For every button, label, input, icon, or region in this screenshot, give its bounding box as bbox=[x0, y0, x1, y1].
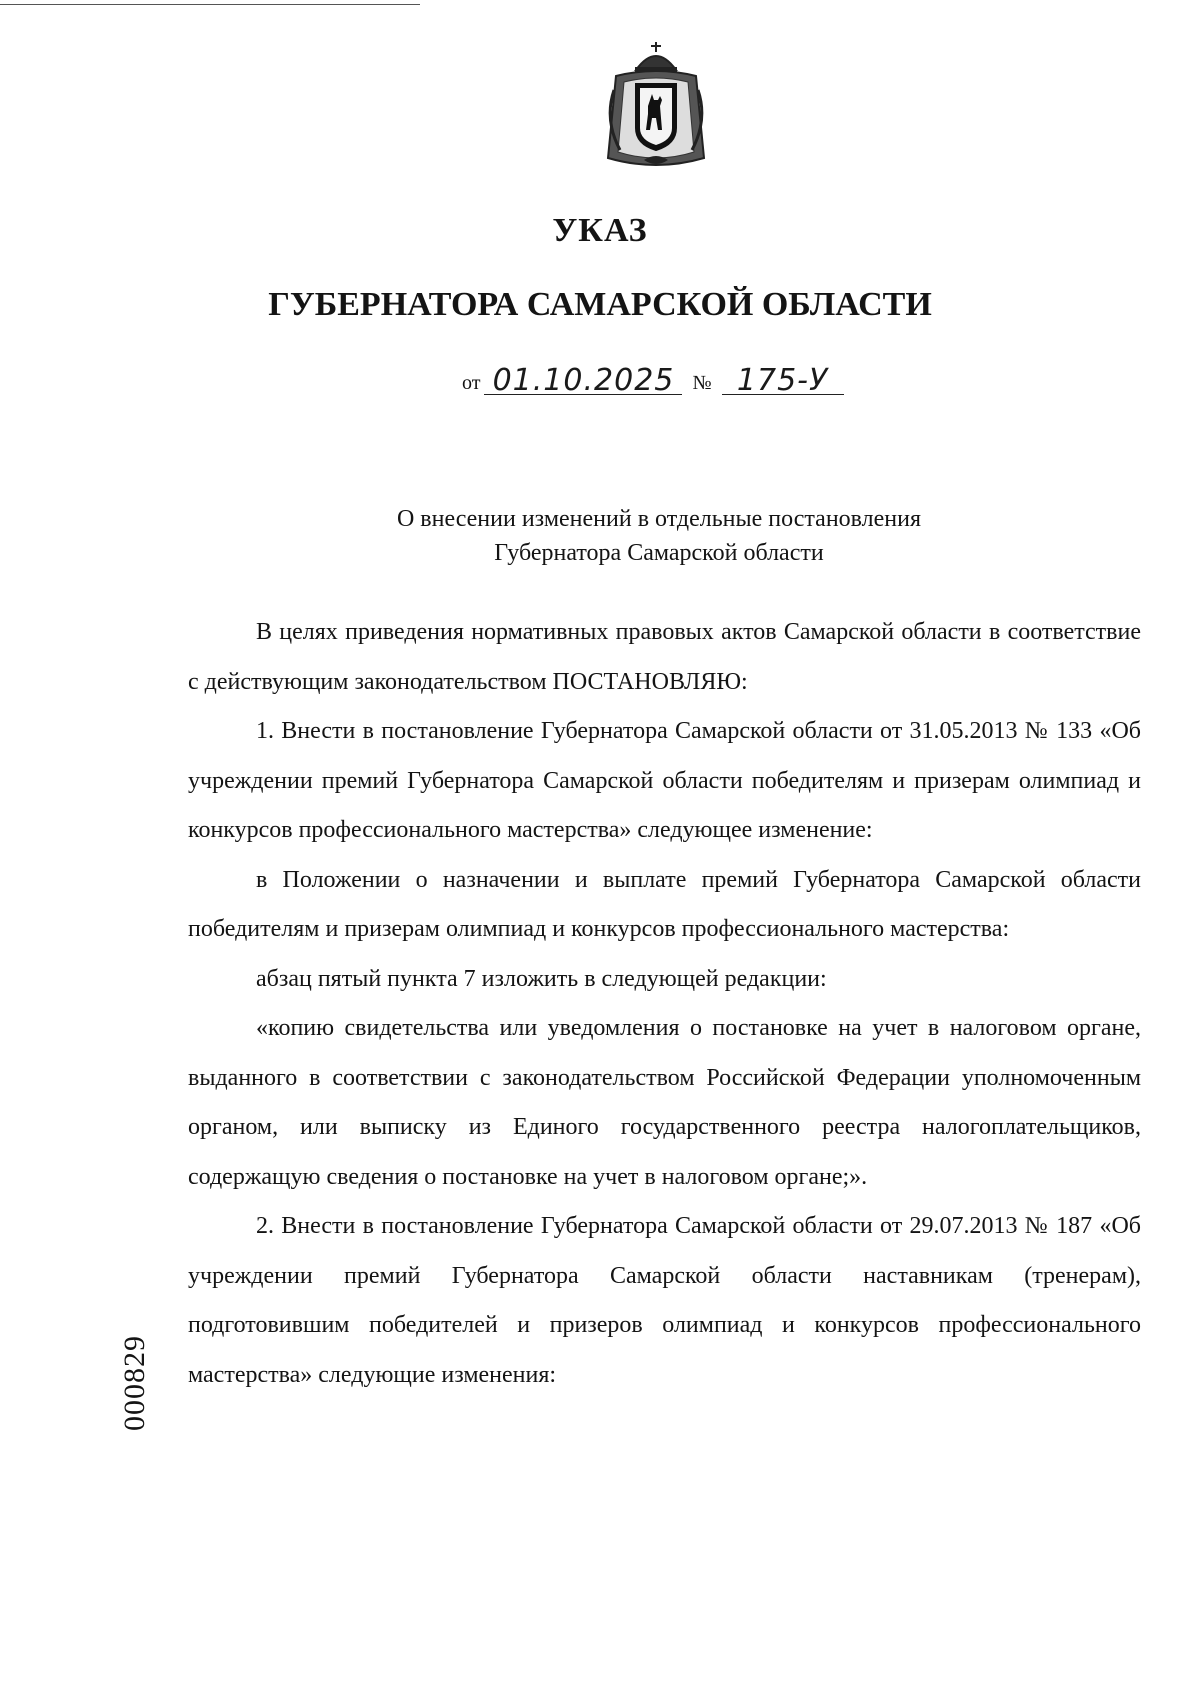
paragraph-preamble: В целях приведения нормативных правовых актов Самарской области в соответствие с действующим законодательством ПОСТАНОВЛЯЮ: bbox=[188, 619, 1141, 695]
paragraph-quote: «копию свидетельства или уведомления о постановке на учет в налоговом органе, выданного в соответствии с законодательством Российской Федерации уполномоченным органом, или выписку из Единого государственного реестра налогоплательщиков, содержащую сведения о постановке на учет в налоговом органе;». bbox=[188, 1015, 1141, 1190]
paragraph-regulation: в Положении о назначении и выплате премий Губернатора Самарской области победителям и призерам олимпиад и конкурсов профессионального мастерства: bbox=[188, 866, 1141, 942]
paragraph-amendment: абзац пятый пункта 7 изложить в следующей редакции: bbox=[256, 965, 827, 992]
date-number-line bbox=[462, 363, 844, 398]
document-subject bbox=[0, 502, 1200, 570]
top-scan-line bbox=[0, 4, 420, 5]
side-serial-number: 000829 bbox=[118, 1335, 151, 1431]
paragraph-item-1: 1. Внести в постановление Губернатора Самарской области от 31.05.2013 № 133 «Об учреждении премий Губернатора Самарской области победителям и призерам олимпиад и конкурсов профессионального мастерства» следующее изменение: bbox=[188, 718, 1141, 843]
subject-line-2: Губернатора Самарской области bbox=[494, 540, 824, 566]
from-label: от bbox=[462, 372, 481, 394]
paragraph-item-2: 2. Внести в постановление Губернатора Самарской области от 29.07.2013 № 187 «Об учреждении премий Губернатора Самарской области наставникам (тренерам), подготовившим победителей и призеров олимпиад и конкурсов профессионального мастерства» следующие изменения: bbox=[188, 1213, 1141, 1388]
number-label: № bbox=[692, 372, 712, 394]
document-body bbox=[188, 608, 1141, 1400]
handwritten-number: 175-У bbox=[722, 368, 844, 395]
handwritten-date: 01.10.2025 bbox=[484, 368, 682, 395]
coat-of-arms-icon bbox=[596, 40, 716, 180]
document-subtitle: ГУБЕРНАТОРА САМАРСКОЙ ОБЛАСТИ bbox=[268, 286, 932, 323]
subject-line-1: О внесении изменений в отдельные постановления bbox=[396, 506, 922, 532]
document-title: УКАЗ bbox=[552, 212, 648, 249]
